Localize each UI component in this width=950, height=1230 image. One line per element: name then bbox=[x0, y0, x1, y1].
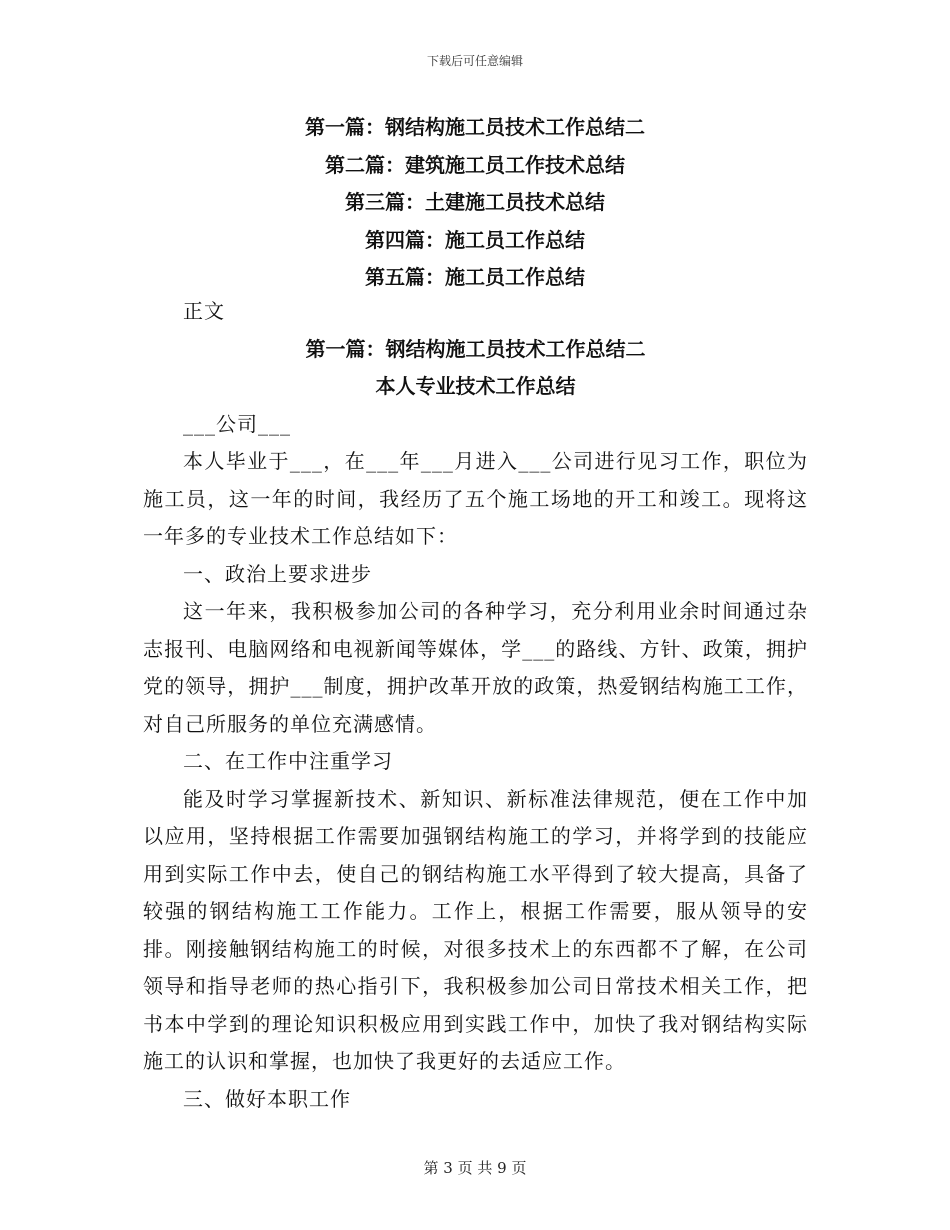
article-title: 第一篇：钢结构施工员技术工作总结二 bbox=[305, 336, 646, 361]
section-heading-1: 一、政治上要求进步 bbox=[183, 561, 372, 586]
paragraph-learning: 能及时学习掌握新技术、新知识、新标准法律规范，便在工作中加以应用，坚持根据工作需要加强钢结构施工的学习，并将学到的技能应用到实际工作中去，使自己的钢结构施工水平得到了较大提高，具备了较强的钢结构施工工作能力。工作上，根据工作需要，服从领导的安排。刚接触钢结构施工的时候，对很多技术上的东西都不了解，在公司领导和指导老师的热心指引下，我积极参加公司日常技术相关工作，把书本中学到的理论知识积极应用到实践工作中，加快了我对钢结构实际施工的认识和掌握，也加快了我更好的去适应工作。 bbox=[143, 786, 808, 1073]
document-body bbox=[143, 293, 808, 1118]
page-footer: 第 3 页 共 9 页 bbox=[423, 1159, 527, 1177]
toc-item-2: 第二篇：建筑施工员工作技术总结 bbox=[325, 152, 625, 177]
page-header: 下载后可任意编辑 bbox=[426, 54, 523, 68]
toc-item-5: 第五篇：施工员工作总结 bbox=[365, 265, 585, 289]
section-heading-2: 二、在工作中注重学习 bbox=[183, 749, 393, 773]
article-subtitle: 本人专业技术工作总结 bbox=[375, 374, 576, 398]
table-of-contents bbox=[0, 109, 950, 297]
zhengwen-label: 正文 bbox=[183, 299, 225, 323]
paragraph-politics: 这一年来，我积极参加公司的各种学习，充分利用业余时间通过杂志报刊、电脑网络和电视新闻等媒体，学___的路线、方针、政策，拥护党的领导，拥护___制度，拥护改革开放的政策，热爱钢结构施工工作，对自己所服务的单位充满感情。 bbox=[143, 599, 808, 736]
paragraph-intro: 本人毕业于___，在___年___月进入___公司进行见习工作，职位为施工员，这一年的时间，我经历了五个施工场地的开工和竣工。现将这一年多的专业技术工作总结如下： bbox=[143, 449, 808, 548]
section-heading-3: 三、做好本职工作 bbox=[183, 1086, 351, 1111]
toc-item-3: 第三篇：土建施工员技术总结 bbox=[345, 190, 605, 214]
company-line: ___公司___ bbox=[183, 411, 291, 436]
toc-item-4: 第四篇：施工员工作总结 bbox=[365, 227, 585, 252]
toc-item-1: 第一篇：钢结构施工员技术工作总结二 bbox=[305, 115, 645, 139]
